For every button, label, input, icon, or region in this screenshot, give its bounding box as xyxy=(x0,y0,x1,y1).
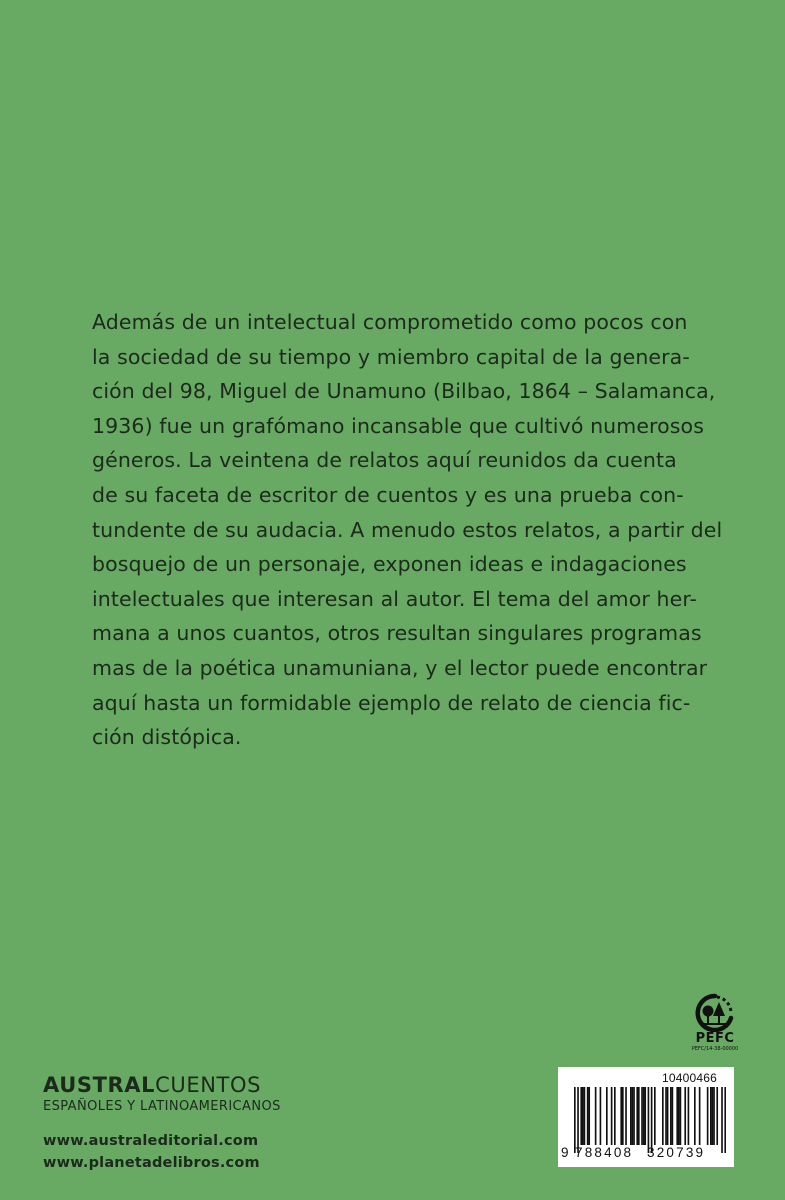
barcode-bar xyxy=(632,1087,634,1145)
barcode-bar xyxy=(582,1087,584,1145)
barcode-bar xyxy=(712,1087,714,1145)
barcode-bar xyxy=(574,1087,576,1153)
barcode-bar xyxy=(713,1087,715,1145)
barcode-bar xyxy=(699,1087,701,1145)
isbn-barcode xyxy=(558,1067,734,1167)
barcode-bar xyxy=(606,1087,608,1145)
barcode-bar xyxy=(672,1087,674,1145)
barcode-bar xyxy=(670,1087,672,1145)
blurb-line: 1936) fue un grafómano incansable que cultivó numerosos xyxy=(92,413,704,438)
barcode-bar xyxy=(611,1087,613,1145)
barcode-bar xyxy=(721,1087,723,1153)
brand-name-bold: AUSTRAL xyxy=(43,1073,156,1097)
barcode-bar xyxy=(584,1087,586,1145)
barcode-bar xyxy=(595,1087,597,1145)
pefc-logo-icon xyxy=(693,992,737,1032)
pefc-label: PEFC xyxy=(695,1031,735,1046)
barcode-bar xyxy=(636,1087,638,1145)
barcode-bar xyxy=(643,1087,645,1145)
collection-name xyxy=(43,1072,363,1098)
isbn-group-left: 788408 xyxy=(575,1145,634,1160)
barcode-bar xyxy=(676,1087,678,1145)
barcode-bar xyxy=(638,1087,640,1145)
pefc-code: PEFC/14-38-00000 xyxy=(691,1046,739,1052)
website-link[interactable]: www.planetadelibros.com xyxy=(43,1155,260,1171)
blurb-line: Además de un intelectual comprometido como pocos con xyxy=(92,310,688,334)
blurb-line: géneros. La veintena de relatos aquí reunidos da cuenta xyxy=(92,448,677,473)
barcode-bar xyxy=(641,1087,643,1145)
barcode-bar xyxy=(622,1087,624,1145)
website-link[interactable]: www.australeditorial.com xyxy=(43,1133,259,1149)
barcode-bar xyxy=(654,1087,656,1145)
barcode-bar xyxy=(651,1087,653,1153)
isbn-first-digit: 9 xyxy=(561,1145,569,1160)
barcode-bar xyxy=(688,1087,690,1145)
barcode-bar xyxy=(614,1087,616,1145)
publisher-urls xyxy=(43,1130,260,1174)
blurb-line: mana a unos cuantos, otros resultan singulares programas xyxy=(92,621,702,646)
barcode-bar xyxy=(630,1087,632,1145)
barcode-bar xyxy=(716,1087,718,1145)
barcode-bar xyxy=(724,1087,726,1153)
collection-subtitle: ESPAÑOLES Y LATINOAMERICANOS xyxy=(43,1099,281,1114)
isbn-digits xyxy=(561,1145,717,1160)
barcode-bar xyxy=(648,1087,650,1153)
barcode-bar xyxy=(667,1087,669,1145)
barcode-bar xyxy=(644,1087,646,1145)
barcode-bar xyxy=(694,1087,696,1145)
isbn-group-right: 320739 xyxy=(647,1145,706,1160)
barcode-bars xyxy=(574,1087,726,1153)
blurb-line: tundente de su audacia. A menudo estos relatos, a partir del xyxy=(92,517,723,542)
barcode-reference-number: 10400466 xyxy=(662,1071,717,1085)
barcode-bar xyxy=(665,1087,667,1145)
blurb-line: la sociedad de su tiempo y miembro capital de la genera- xyxy=(92,344,690,369)
blurb-line: de su faceta de escritor de cuentos y es una prueba con- xyxy=(92,482,684,507)
pefc-certification xyxy=(684,992,746,1053)
barcode-bar xyxy=(580,1087,582,1145)
blurb-line: intelectuales que interesan al autor. El tema del amor her- xyxy=(92,586,698,611)
barcode-bar xyxy=(600,1087,602,1145)
blurb-line: mas de la poética unamuniana, y el lector puede encontrar xyxy=(92,655,708,680)
barcode-bar xyxy=(625,1087,627,1145)
publisher-brand xyxy=(43,1072,363,1116)
barcode-bar xyxy=(577,1087,579,1153)
blurb-line: ción del 98, Miguel de Unamuno (Bilbao, 1864 – Salamanca, xyxy=(92,379,716,404)
barcode-bar xyxy=(707,1087,709,1145)
barcode-bar xyxy=(620,1087,622,1145)
barcode-bar xyxy=(680,1087,682,1145)
blurb-line: bosquejo de un personaje, exponen ideas e indagaciones xyxy=(92,552,687,577)
barcode-bar xyxy=(588,1087,590,1145)
blurb-line: ción distópica. xyxy=(92,725,242,750)
barcode-bar xyxy=(633,1087,635,1145)
brand-name-light: CUENTOS xyxy=(155,1073,262,1097)
back-cover-blurb xyxy=(92,305,722,755)
barcode-bar xyxy=(662,1087,664,1145)
barcode-bar xyxy=(684,1087,686,1145)
barcode-bar xyxy=(710,1087,712,1145)
blurb-line: aquí hasta un formidable ejemplo de relato de ciencia fic- xyxy=(92,690,691,715)
barcode-bar xyxy=(678,1087,680,1145)
barcode-bar xyxy=(587,1087,589,1145)
